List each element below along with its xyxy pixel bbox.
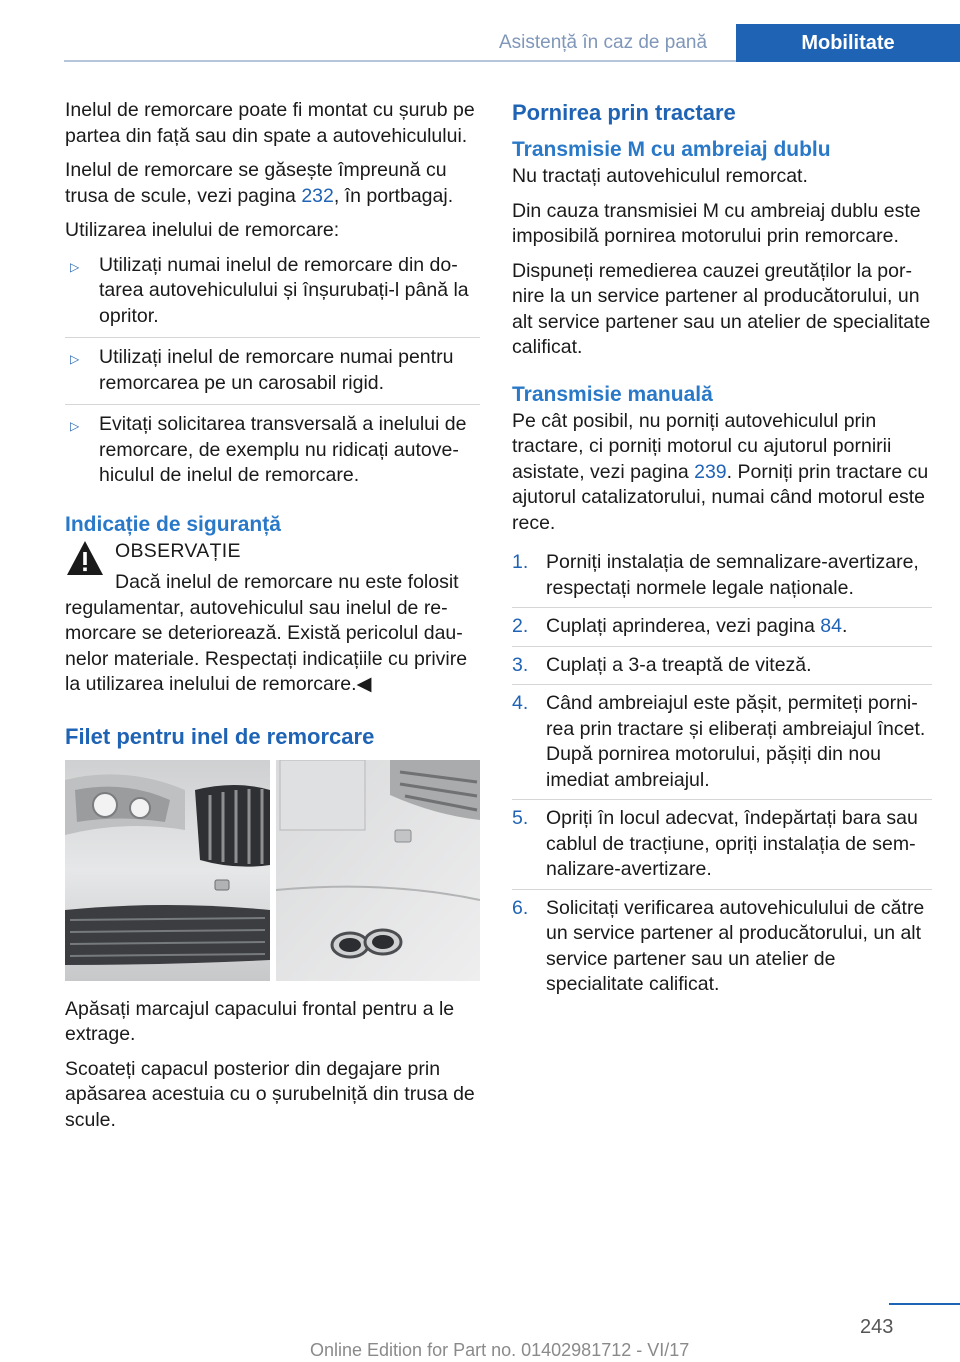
page-number: 243 [860,1316,894,1338]
list-item [65,404,480,489]
list-item [65,253,480,330]
paragraph-usage-intro: Utilizarea inelului de remorcare: [65,219,340,241]
warning-box [65,539,480,698]
list-item [512,799,932,883]
step-text: Cuplați a 3-a treaptă de viteză. [546,653,812,676]
step-number: 2. [512,615,529,637]
heading-m-dct: Transmisie M cu ambreiaj dublu [512,138,831,161]
step-number: 4. [512,692,529,714]
warning-text: regulamentar, autovehiculul sau inelul de remorcare se deteriorează. Există pericolul daunelor materiale. Respectați indicațiile cu privire la utilizarea inelului de remorcare.◀ [65,596,468,695]
tow-thread-illustration [65,760,480,981]
step-number: 6. [512,896,529,919]
left-column [65,98,480,1142]
step-text-tail: . [841,615,848,637]
list-item-text: Evitați solicitarea transversală a inelului de remorcare, de exemplu nu ridicați autovehiculul de inelul de remorcare. [99,413,467,486]
step-number: 3. [512,653,529,676]
front-bumper-image [65,760,270,981]
paragraph-no-tow: Nu tractați autovehiculul remorcat. [512,165,808,187]
header-section-title: Asistență în caz de pană [498,31,708,53]
tow-start-steps [512,550,932,998]
paragraph-mounting: Inelul de remorcare poate fi montat cu șurub pe partea din față sau din spate a autovehiculului. [65,99,475,147]
footer-edition: Online Edition for Part no. 01402981712 - VI/17 [310,1340,690,1360]
footer-rule [889,1303,960,1305]
warning-text-first-line: Dacă inelul de remorcare nu este folosit [115,571,459,593]
paragraph-front-cover: Apăsați marcajul capacului frontal pentru a le extrage. [65,997,455,1045]
heading-manual: Transmisie manuală [512,382,713,406]
rear-bumper-image [276,760,480,981]
list-item [512,646,932,679]
usage-bullet-list [65,253,480,489]
heading-tow-thread: Filet pentru inel de remorcare [65,723,375,749]
triangle-bullet-icon: ▷ [70,259,80,274]
step-text: Solicitați verificarea autovehiculului de către un service partener al producătorului, un alt service partener sau un atelier de specialitate calificat. [546,896,925,995]
list-item [65,337,480,396]
paragraph-location-text: Inelul de remorcare se găsește împreună cu trusa de scule, vezi pagina [65,159,447,207]
paragraph-manual [512,409,932,537]
paragraph-location [65,158,480,209]
paragraph-dct-reason: Din cauza transmisiei M cu ambreiaj dublu este imposibilă pornirea motorului prin remorcare. [512,199,921,247]
heading-safety-note: Indicație de siguranță [65,512,281,536]
paragraph-manual-tail: . Porniți prin tractare cu ajutorul catalizatorului, numai când motorul este rece. [512,460,929,534]
paragraph-manual-text: Pe cât posibil, nu porniți autovehiculul prin tractare, ci porniți motorul cu ajutorul pornirii asistate, vezi pagina [512,409,892,483]
list-item-text: Utilizați numai inelul de remorcare din dotarea autovehiculului și înșurubați-l până la opritor. [99,253,469,327]
warning-title: OBSERVAȚIE [115,539,241,562]
paragraph-location-tail: , în portbagaj. [333,184,454,207]
list-item [512,550,932,601]
step-text: Opriți în locul adecvat, îndepărtați bara sau cablul de tracțiune, opriți instalația de semnalizare-avertizare. [546,807,918,880]
step-number: 1. [512,551,529,573]
step-text: Porniți instalația de semnalizare-avertizare, respectați normele legale naționale. [546,551,919,599]
paragraph-rear-cover: Scoateți capacul posterior din degajare prin apăsarea acestuia cu o șurubelniță din trusa de scule. [65,1057,475,1131]
right-column [512,98,932,1004]
triangle-bullet-icon: ▷ [70,419,80,433]
heading-tow-start: Pornirea prin tractare [512,100,736,125]
header-tab-mobilitate[interactable]: Mobilitate [736,24,960,62]
page-link-239[interactable]: 239 [694,460,727,483]
triangle-bullet-icon: ▷ [70,352,80,366]
list-item [512,607,932,640]
step-text: Cuplați aprinderea, vezi pagina [546,615,821,637]
list-item-text: Utilizați inelul de remorcare numai pentru remorcarea pe un carosabil rigid. [99,346,454,394]
warning-triangle-icon [65,539,105,577]
page-link-232[interactable]: 232 [301,184,334,207]
list-item [512,684,932,793]
page-link-84[interactable]: 84 [820,615,842,637]
list-item [512,889,932,998]
step-number: 5. [512,807,529,829]
step-text: Când ambreiajul este pășit, permiteți pornirea prin tractare și eliberați ambreiajul încet. După pornirea motorului, pășiți din nou imediat ambreiajul. [546,692,926,791]
paragraph-service: Dispuneți remedierea cauzei greutăților la pornire la un service partener al producătorului, un alt service partener sau un atelier de specialitate calificat. [512,259,931,358]
